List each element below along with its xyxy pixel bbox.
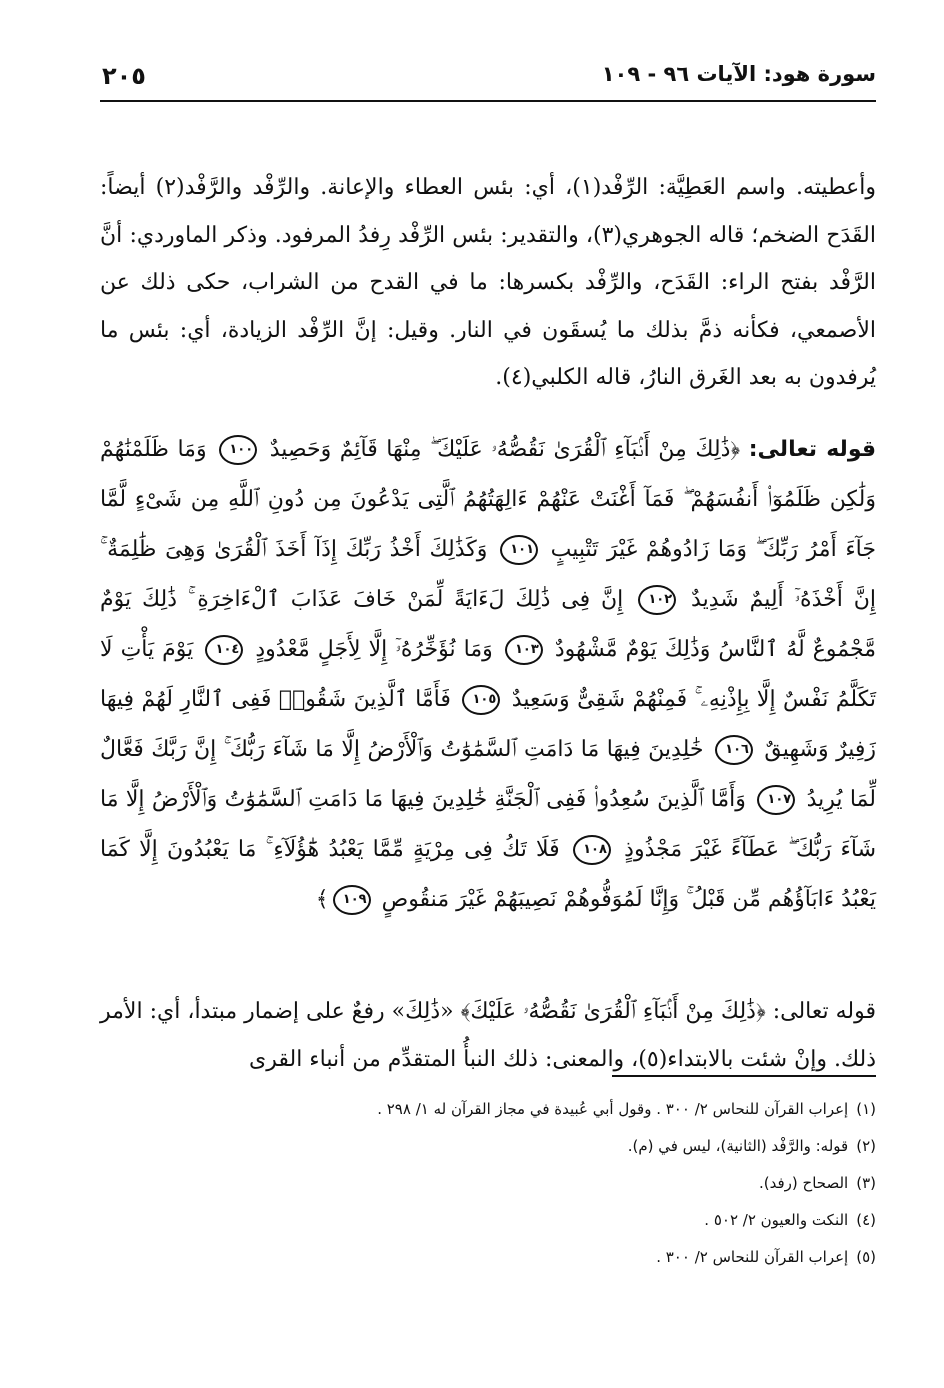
verse-text: ﴿ذَٰلِكَ مِنْ أَنۢبَآءِ ٱلْقُرَىٰ نَقُصُّهُۥ عَلَيْكَ ۖ مِنْهَا قَآئِمٌ وَحَصِيدٌ xyxy=(269,437,741,462)
page-header xyxy=(100,58,876,98)
ayah-number-marker: ١٠٣ xyxy=(505,635,543,665)
verse-text: فَلَا تَكُ فِى مِرْيَةٍ مِّمَّا يَعْبُدُ هَٰٓؤُلَآءِ ۚ مَا يَعْبُدُونَ إِلَّا كَمَا يَعْبُدُ ءَابَآؤُهُم مِّن قَبْلُ ۚ وَإِنَّا لَمُوَفُّوهُمْ نَصِيبَهُمْ غَيْرَ مَنقُوصٍ xyxy=(100,837,876,912)
footnotes-list xyxy=(100,1100,876,1285)
footnote-text: النكت والعيون ٢/ ٥٠٢ . xyxy=(704,1211,849,1229)
verse-text: خَٰلِدِينَ فِيهَا مَا دَامَتِ ٱلسَّمَٰوَٰتُ وَٱلْأَرْضُ إِلَّا مَا شَآءَ رَبُّكَ ۚ إِنَّ رَبَّكَ فَعَّالٌ لِّمَا يُرِيدُ xyxy=(100,737,876,812)
ayah-number-marker: ١٠١ xyxy=(500,535,538,565)
commentary-paragraph: وأعطيته. واسم العَطِيَّة: الرِّفْد(١)، أي: بئس العطاء والإعانة. والرِّفْد والرَّفْد(٢) أيضاً: القَدَح الضخم؛ قاله الجوهري(٣)، والتقدير: بئس الرِّفْد رِفدُ المرفود. وذكر الماوردي: أنَّ الرَّفْد بفتح الراء: القَدَح، والرِّفْد بكسرها: ما في القدح من الشراب، حكى ذلك عن الأصمعي، فكأنه ذمَّ بذلك ما يُسقَون في النار. وقيل: إنَّ الرِّفْد الزيادة، أي: بئس ما يُرفدون به بعد الغَرق النارُ، قاله الكلبي(٤). xyxy=(100,175,876,390)
footnote-item xyxy=(100,1211,876,1230)
verse-text: يَوْمَ يَأْتِ لَا تَكَلَّمُ نَفْسٌ إِلَّا بِإِذْنِهِۦ ۚ فَمِنْهُمْ شَقِىٌّ وَسَعِيدٌ xyxy=(100,637,876,712)
ayah-number-marker: ١٠٧ xyxy=(757,785,795,815)
ayah-number-marker: ١٠٢ xyxy=(638,585,676,615)
quran-verses-block xyxy=(100,425,876,925)
running-title: سورة هود: الآيات ٩٦ - ١٠٩ xyxy=(601,62,876,86)
verse-text: وَمَا نُؤَخِّرُهُۥٓ إِلَّا لِأَجَلٍ مَّعْدُودٍ xyxy=(255,637,493,662)
footnote-item xyxy=(100,1100,876,1119)
footnote-item xyxy=(100,1137,876,1156)
ayah-number-marker: ١٠٠ xyxy=(219,435,257,465)
tafsir-paragraph: قوله تعالى: ﴿ذَٰلِكَ مِنْ أَنۢبَآءِ ٱلْقُرَىٰ نَقُصُّهُۥ عَلَيْكَ﴾ «ذَٰلِكَ» رفعٌ على إضمار مبتدأ، أي: الأمر ذلك. وإنْ شئت بالابتداء(٥)، والمعنى: ذلك النبأُ المتقدِّم من أنباء القرى xyxy=(100,999,876,1072)
footnote-text: إعراب القرآن للنحاس ٢/ ٣٠٠ . وقول أبي عُبيدة في مجاز القرآن له ١/ ٢٩٨ . xyxy=(377,1100,849,1118)
footnote-text: إعراب القرآن للنحاس ٢/ ٣٠٠ . xyxy=(656,1248,849,1266)
footnote-number: (٥) xyxy=(856,1248,876,1266)
footnote-number: (١) xyxy=(856,1100,876,1118)
verse-text: إِنَّ فِى ذَٰلِكَ لَءَايَةً لِّمَنْ خَافَ عَذَابَ ٱلْءَاخِرَةِ ۚ ذَٰلِكَ يَوْمٌ مَّجْمُوعٌ لَّهُ ٱلنَّاسُ وَذَٰلِكَ يَوْمٌ مَّشْهُودٌ xyxy=(100,587,876,662)
footnote-number: (٣) xyxy=(856,1174,876,1192)
ayah-number-marker: ١٠٨ xyxy=(573,835,611,865)
footnote-separator xyxy=(612,1075,876,1077)
verse-text: وَأَمَّا ٱلَّذِينَ سُعِدُوا۟ فَفِى ٱلْجَنَّةِ خَٰلِدِينَ فِيهَا مَا دَامَتِ ٱلسَّمَٰوَٰتُ وَٱلْأَرْضُ إِلَّا مَا شَآءَ رَبُّكَ ۖ عَطَآءً غَيْرَ مَجْذُوذٍ xyxy=(100,787,877,862)
verse-text: فَأَمَّا ٱلَّذِينَ شَقُوا۟ فَفِى ٱلنَّارِ لَهُمْ فِيهَا زَفِيرٌ وَشَهِيقٌ xyxy=(100,687,876,762)
footnote-number: (٢) xyxy=(856,1137,876,1155)
ayah-number-marker: ١٠٦ xyxy=(715,735,753,765)
verse-text: وَمَا ظَلَمْنَٰهُمْ وَلَٰكِن ظَلَمُوٓا۟ أَنفُسَهُمْ ۖ فَمَآ أَغْنَتْ عَنْهُمْ ءَالِهَتُهُمُ ٱلَّتِى يَدْعُونَ مِن دُونِ ٱللَّهِ مِن شَىْءٍ لَّمَّا جَآءَ أَمْرُ رَبِّكَ ۖ وَمَا زَادُوهُمْ غَيْرَ تَتْبِيبٍ xyxy=(100,437,876,562)
ayah-number-marker: ١٠٩ xyxy=(333,885,371,915)
footnote-item xyxy=(100,1248,876,1267)
ayah-number-marker: ١٠٤ xyxy=(205,635,243,665)
footnote-item xyxy=(100,1174,876,1193)
footnote-text: الصحاح (رفد). xyxy=(759,1174,849,1192)
verse-text: وَكَذَٰلِكَ أَخْذُ رَبِّكَ إِذَآ أَخَذَ ٱلْقُرَىٰ وَهِىَ ظَٰلِمَةٌ ۚ إِنَّ أَخْذَهُۥٓ أَلِيمٌ شَدِيدٌ xyxy=(100,537,876,612)
verse-lead: قوله تعالى: xyxy=(748,437,877,462)
footnote-text: قوله: والرَّفْد (الثانية)، ليس في (م). xyxy=(627,1137,849,1155)
ayah-number-marker: ١٠٥ xyxy=(462,685,500,715)
page-number: ٢٠٥ xyxy=(102,62,146,90)
footnote-number: (٤) xyxy=(856,1211,876,1229)
verse-closing-bracket: ﴾ xyxy=(315,887,329,912)
header-rule xyxy=(100,100,876,102)
